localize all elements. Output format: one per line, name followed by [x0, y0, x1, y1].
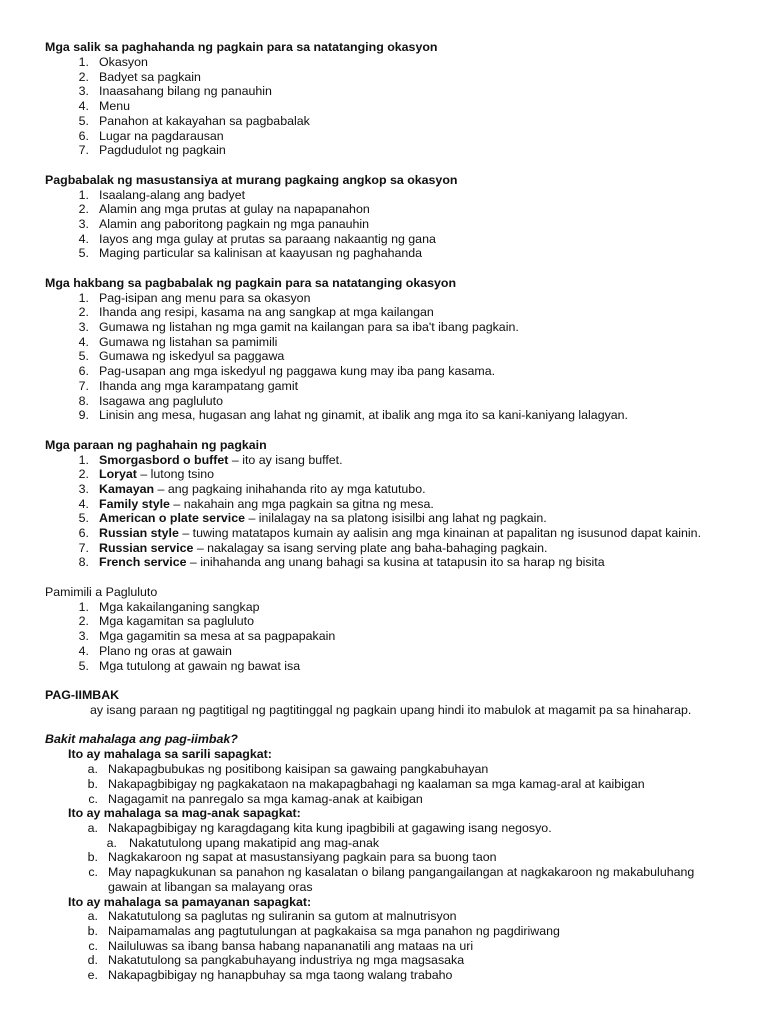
list-number: 8. [78, 393, 89, 408]
group-heading: Ito ay mahalaga sa sarili sapagkat: [68, 747, 272, 762]
list-item [45, 114, 728, 129]
term-label: Smorgasbord o buffet [99, 452, 229, 467]
section-title: Mga salik sa paghahanda ng pagkain para sa natatanging okasyon [45, 40, 438, 54]
list-item-text: Menu [99, 99, 130, 114]
list-item [45, 408, 728, 423]
term-description: – inihahanda ang unang bahagi sa kusina at tatapusin ito sa harap ng bisita [186, 555, 605, 570]
list-item [45, 453, 728, 468]
list-item [45, 143, 728, 158]
item-text: Nagagamit na panregalo sa mga kamag-anak at kaibigan [108, 791, 423, 806]
list-number: 3. [78, 84, 89, 99]
section-paghahain [45, 438, 728, 571]
list-number: 3. [78, 629, 89, 644]
list-item-text: Mga kagamitan sa pagluluto [99, 614, 254, 629]
term-description: – lutong tsino [136, 467, 215, 482]
list-item-text: Lugar na pagdarausan [99, 128, 224, 143]
item-text: Nakapagbibigay ng karagdagang kita kung ipagbibili at gagawing isang negosyo. [108, 820, 552, 835]
list-number: 5. [78, 511, 89, 526]
list-item [45, 541, 728, 556]
list-number: 6. [78, 364, 89, 379]
item-marker: b. [87, 923, 98, 938]
item-text: Nakatutulong sa paglutas ng suliranin sa gutom at malnutrisyon [108, 909, 457, 924]
list-item [45, 320, 728, 335]
list-item [45, 467, 728, 482]
list-number: 7. [78, 378, 89, 393]
lettered-item [45, 821, 728, 836]
list-item [45, 55, 728, 70]
item-text: Nakatutulong sa pangkabuhayang industriya ng mga magsasaka [108, 953, 465, 968]
list-number: 3. [78, 320, 89, 335]
list-item [45, 217, 728, 232]
list-item [45, 659, 728, 674]
term-description: – ang pagkaing inihahanda rito ay mga katutubo. [154, 481, 426, 496]
list-item-text: Ihanda ang mga karampatang gamit [99, 378, 299, 393]
item-text: Nakapagbubukas ng positibong kaisipan sa gawaing pangkabuhayan [108, 762, 489, 777]
list-item [45, 364, 728, 379]
list-item-text [89, 526, 728, 541]
term-description: – nakahain ang mga pagkain sa gitna ng mesa. [169, 496, 434, 511]
list-item-text: Alamin ang mga prutas at gulay na napapanahon [99, 202, 370, 217]
list-item-text: Inaasahang bilang ng panauhin [99, 84, 272, 99]
list-item [45, 482, 728, 497]
list-number: 2. [78, 467, 89, 482]
importance-groups [45, 747, 728, 982]
item-marker: d. [87, 953, 98, 968]
item-marker: a. [87, 820, 98, 835]
list-item [45, 511, 728, 526]
list-item [45, 526, 728, 541]
lettered-item [45, 762, 728, 777]
item-marker: b. [87, 776, 98, 791]
list-number: 4. [78, 496, 89, 511]
list-item [45, 70, 728, 85]
list-item [45, 600, 728, 615]
list-item-text: Gumawa ng listahan ng mga gamit na kailangan para sa iba't ibang pagkain. [99, 320, 519, 335]
lettered-item [45, 968, 728, 983]
term-label: Kamayan [99, 481, 155, 496]
list-item [45, 335, 728, 350]
list-number: 5. [78, 246, 89, 261]
list-number: 4. [78, 334, 89, 349]
list-item-text [89, 482, 728, 497]
term-label: French service [99, 555, 187, 570]
list-number: 5. [78, 113, 89, 128]
lettered-item [45, 850, 728, 865]
item-text: May napagkukunan sa panahon ng kasalatan o bilang pangangailangan at nagkakaroon ng makabuluhang gawain at libangan sa malayang oras [108, 865, 695, 894]
list-item [45, 188, 728, 203]
term-description: – nakalagay sa isang serving plate ang baha-bahaging pagkain. [193, 540, 548, 555]
list-item-text: Mga gagamitin sa mesa at sa pagpapakain [99, 629, 336, 644]
list-item [45, 629, 728, 644]
numbered-list [45, 55, 728, 158]
list-number: 3. [78, 481, 89, 496]
list-item [45, 497, 728, 512]
list-item-text: Isaalang-alang ang badyet [99, 187, 246, 202]
numbered-list [45, 600, 728, 674]
definition-paragraph: ay isang paraan ng pagtitigal ng pagtitinggal ng pagkain upang hindi ito mabulok at magamit pa sa hinaharap. [90, 702, 692, 717]
term-label: Loryat [99, 467, 137, 482]
list-item-text: Isagawa ang pagluluto [99, 393, 224, 408]
item-text: Nakapagbibigay ng hanapbuhay sa mga taong walang trabaho [108, 968, 453, 983]
list-number: 4. [78, 643, 89, 658]
list-item-text: Okasyon [99, 55, 148, 69]
list-item-text: Linisin ang mesa, hugasan ang lahat ng ginamit, at ibalik ang mga ito sa kani-kaniyang lalagyan. [99, 408, 629, 423]
list-item-text: Ihanda ang resipi, kasama na ang sangkap at mga kailangan [99, 305, 434, 320]
item-marker: c. [88, 791, 98, 806]
list-number: 5. [78, 658, 89, 673]
section-title: PAG-IIMBAK [45, 687, 120, 702]
list-item-text: Gumawa ng iskedyul sa paggawa [99, 349, 285, 364]
item-text: Nagkakaroon ng sapat at masustansiyang pagkain para sa buong taon [108, 850, 497, 865]
lettered-item [45, 953, 728, 968]
list-number: 7. [78, 540, 89, 555]
list-item-text [89, 541, 728, 556]
list-item-text: Pagdudulot ng pagkain [99, 143, 226, 158]
list-item-text: Pag-isipan ang menu para sa okasyon [99, 290, 311, 305]
list-item-text: Mga kakailanganing sangkap [99, 599, 260, 614]
term-label: Family style [99, 496, 170, 511]
item-marker: a. [87, 762, 98, 777]
item-marker: b. [87, 850, 98, 865]
item-text: Nailuluwas sa ibang bansa habang napananatili ang mataas na uri [108, 938, 474, 953]
list-item [45, 291, 728, 306]
section-title: Pamimili a Pagluluto [45, 584, 158, 599]
list-item [45, 555, 728, 570]
list-item [45, 232, 728, 247]
list-number: 4. [78, 231, 89, 246]
section-pagbabalak [45, 173, 728, 262]
section-title: Pagbabalak ng masustansiya at murang pagkaing angkop sa okasyon [45, 172, 458, 187]
term-description: – tuwing matatapos kumain ay aalisin ang mga kinainan at papalitan ng isusunod dapat kainin. [178, 526, 702, 541]
list-item-text: Alamin ang paboritong pagkain ng mga panauhin [99, 216, 370, 231]
numbered-list [45, 453, 728, 571]
item-marker: a. [87, 909, 98, 924]
list-item-text [89, 555, 728, 570]
list-item [45, 246, 728, 261]
section-title: Mga paraan ng paghahain ng pagkain [45, 437, 267, 452]
section-pamimili [45, 585, 728, 674]
list-item [45, 84, 728, 99]
item-text: Naipamamalas ang pagtutulungan at pagkakaisa sa mga panahon ng pagdiriwang [108, 923, 560, 938]
term-label: Russian service [99, 540, 194, 555]
question-heading: Bakit mahalaga ang pag-iimbak? [45, 732, 238, 747]
list-number: 5. [78, 349, 89, 364]
list-number: 8. [78, 555, 89, 570]
list-number: 2. [78, 614, 89, 629]
section-salik [45, 40, 728, 158]
list-number: 9. [78, 408, 89, 423]
list-number: 1. [78, 290, 89, 305]
list-number: 7. [78, 143, 89, 158]
list-item-text: Maging particular sa kalinisan at kaayusan ng paghahanda [99, 246, 423, 261]
lettered-item [45, 924, 728, 939]
numbered-list [45, 291, 728, 423]
list-item-text: Gumawa ng listahan sa pamimili [99, 334, 278, 349]
item-marker: c. [88, 865, 98, 880]
list-item-text: Mga tutulong at gawain ng bawat isa [99, 658, 301, 673]
group-heading: Ito ay mahalaga sa mag-anak sapagkat: [68, 806, 301, 821]
list-item-text: Plano ng oras at gawain [99, 643, 232, 658]
list-item-text: Pag-usapan ang mga iskedyul ng paggawa kung may iba pang kasama. [99, 364, 496, 379]
list-item [45, 202, 728, 217]
list-item-text [89, 453, 728, 468]
list-item-text [89, 467, 728, 482]
lettered-item [45, 792, 728, 807]
list-number: 1. [78, 187, 89, 202]
list-number: 1. [78, 599, 89, 614]
list-item [45, 394, 728, 409]
list-number: 6. [78, 526, 89, 541]
term-label: American o plate service [99, 511, 246, 526]
list-item [45, 349, 728, 364]
item-marker: e. [87, 968, 98, 983]
lettered-item [45, 939, 728, 954]
list-number: 2. [78, 305, 89, 320]
list-item-text: Panahon at kakayahan sa pagbabalak [99, 113, 310, 128]
lettered-item [45, 777, 728, 792]
list-number: 6. [78, 128, 89, 143]
item-text: Nakapagbibigay ng pagkakataon na makapagbahagi ng kaalaman sa mga kamag-aral at kaibigan [108, 776, 645, 791]
list-number: 1. [78, 452, 89, 467]
lettered-item [45, 865, 728, 894]
sub-item [45, 836, 728, 851]
sub-item-text: Nakatutulong upang makatipid ang mag-anak [129, 835, 380, 850]
term-description: – inilalagay na sa platong isisilbi ang lahat ng pagkain. [245, 511, 547, 526]
term-description: – ito ay isang buffet. [228, 452, 343, 467]
list-number: 1. [78, 55, 89, 69]
lettered-item [45, 909, 728, 924]
section-pagiimbak [45, 688, 728, 983]
list-item [45, 99, 728, 114]
section-hakbang [45, 276, 728, 423]
numbered-list [45, 188, 728, 262]
list-item [45, 129, 728, 144]
list-number: 3. [78, 216, 89, 231]
sub-item-marker: a. [106, 835, 117, 850]
list-item [45, 644, 728, 659]
term-label: Russian style [99, 526, 179, 541]
list-item-text [89, 511, 728, 526]
list-item-text: Badyet sa pagkain [99, 69, 201, 84]
list-number: 2. [78, 69, 89, 84]
item-marker: c. [88, 938, 98, 953]
list-item [45, 305, 728, 320]
list-item [45, 614, 728, 629]
list-item-text [89, 497, 728, 512]
list-item-text: Iayos ang mga gulay at prutas sa paraang nakaantig ng gana [99, 231, 436, 246]
list-number: 4. [78, 99, 89, 114]
group-heading: Ito ay mahalaga sa pamayanan sapagkat: [68, 894, 312, 909]
list-number: 2. [78, 202, 89, 217]
list-item [45, 379, 728, 394]
section-title: Mga hakbang sa pagbabalak ng pagkain para sa natatanging okasyon [45, 275, 457, 290]
